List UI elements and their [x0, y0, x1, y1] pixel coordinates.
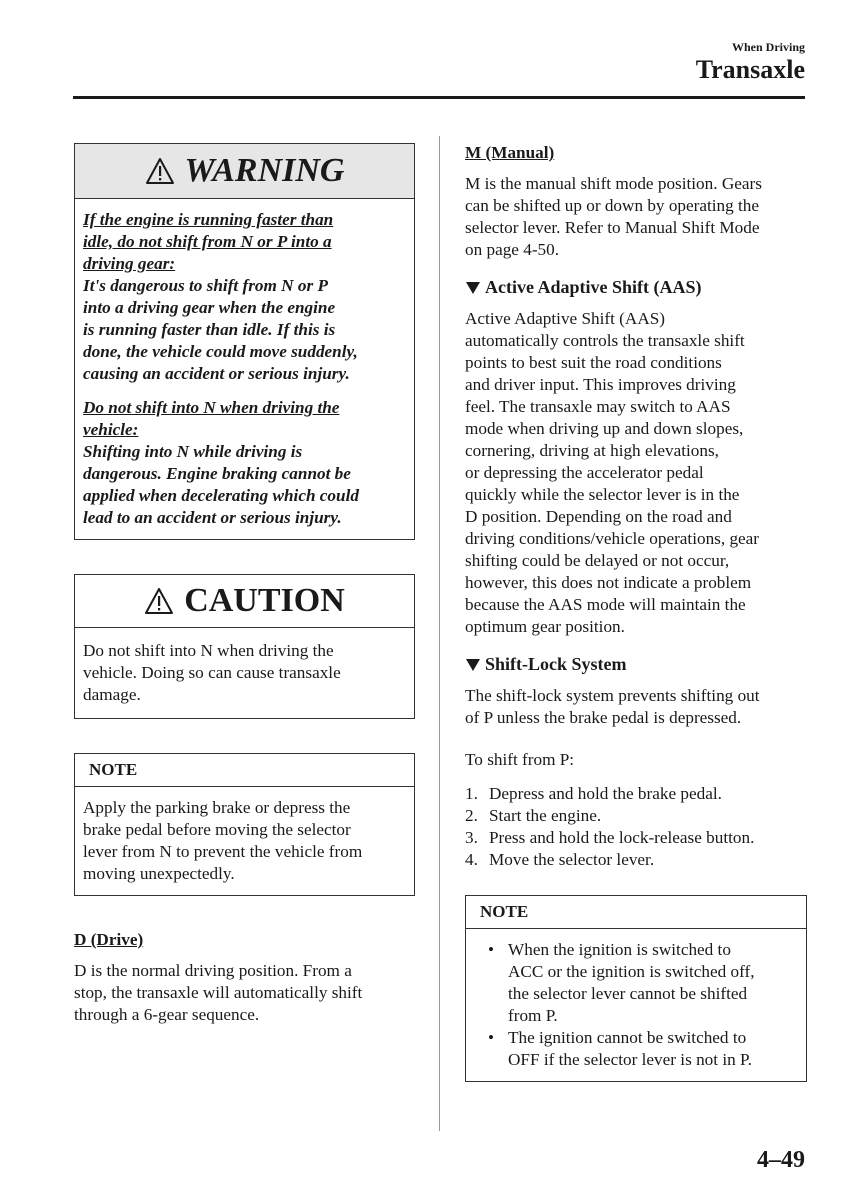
aas-heading: Active Adaptive Shift (AAS) [485, 277, 702, 297]
step-text: Move the selector lever. [489, 850, 655, 869]
aas-text-line: and driver input. This improves driving [465, 375, 736, 394]
step-number: 2. [465, 806, 478, 825]
shiftlock-text-line: The shift-lock system prevents shifting out [465, 686, 760, 705]
aas-text-line: automatically controls the transaxle shift [465, 331, 745, 350]
note-text-line: brake pedal before moving the selector [83, 820, 351, 839]
warning-heading-line: If the engine is running faster than [83, 210, 334, 229]
aas-text-line: however, this does not indicate a problem [465, 573, 752, 592]
aas-text-line: cornering, driving at high elevations, [465, 441, 719, 460]
caution-text-line: vehicle. Doing so can cause transaxle [83, 663, 341, 682]
column-divider [439, 136, 440, 1131]
caution-text-line: damage. [83, 685, 141, 704]
drive-text-line: stop, the transaxle will automatically shift [74, 983, 363, 1002]
caution-title: CAUTION [184, 582, 345, 619]
header-rule [73, 96, 805, 99]
triangle-down-icon [465, 658, 481, 672]
caution-body [75, 628, 414, 718]
manual-text-line: on page 4-50. [465, 240, 560, 259]
bullet-text-line: The ignition cannot be switched to [508, 1028, 747, 1047]
note-bullets [474, 939, 798, 1071]
aas-text-line: D position. Depending on the road and [465, 507, 732, 526]
note-title: NOTE [466, 896, 806, 929]
manual-text-line: selector lever. Refer to Manual Shift Mode [465, 218, 760, 237]
warning-text-line: It's dangerous to shift from N or P [83, 276, 328, 295]
warning-body [75, 199, 414, 539]
list-item [474, 939, 798, 1027]
bullet-text-line: from P. [508, 1006, 558, 1025]
list-item [465, 805, 807, 827]
aas-text-line: feel. The transaxle may switch to AAS [465, 397, 731, 416]
warning-text-line: done, the vehicle could move suddenly, [83, 342, 358, 361]
triangle-down-icon [465, 281, 481, 295]
warning-text-line: into a driving gear when the engine [83, 298, 336, 317]
aas-text-line: Active Adaptive Shift (AAS) [465, 309, 666, 328]
warning-heading-line: Do not shift into N when driving the [83, 398, 340, 417]
warning-text-line: is running faster than idle. If this is [83, 320, 336, 339]
caution-box [74, 574, 415, 719]
drive-section [74, 930, 415, 1026]
note-text-line: lever from N to prevent the vehicle from [83, 842, 363, 861]
bullet-icon: • [487, 1028, 495, 1047]
aas-text-line: optimum gear position. [465, 617, 625, 636]
warning-text-line: Shifting into N while driving is [83, 442, 303, 461]
note-text-line: Apply the parking brake or depress the [83, 798, 351, 817]
manual-section [465, 143, 807, 261]
aas-text-line: because the AAS mode will maintain the [465, 595, 746, 614]
shiftlock-heading-row [465, 654, 807, 675]
warning-heading-line: idle, do not shift from N or P into a [83, 232, 332, 251]
list-item [474, 1027, 798, 1071]
warning-header [75, 144, 414, 199]
warning-text-line: lead to an accident or serious injury. [83, 508, 342, 527]
shiftlock-text-line: of P unless the brake pedal is depressed. [465, 708, 742, 727]
shiftlock-steps [465, 783, 807, 871]
note-box [74, 753, 415, 896]
warning-title: WARNING [184, 152, 345, 189]
manual-text-line: can be shifted up or down by operating the [465, 196, 760, 215]
aas-text-line: mode when driving up and down slopes, [465, 419, 744, 438]
bullet-text-line: the selector lever cannot be shifted [508, 984, 748, 1003]
aas-heading-row [465, 277, 807, 298]
step-text: Depress and hold the brake pedal. [489, 784, 722, 803]
aas-text-line: quickly while the selector lever is in the [465, 485, 740, 504]
warning-text-line: dangerous. Engine braking cannot be [83, 464, 351, 483]
aas-text-line: points to best suit the road conditions [465, 353, 722, 372]
list-item [465, 827, 807, 849]
drive-heading: D (Drive) [74, 930, 144, 949]
aas-section [465, 277, 807, 638]
drive-text-line: through a 6-gear sequence. [74, 1005, 260, 1024]
note-body [466, 929, 806, 1081]
right-column [465, 143, 807, 1082]
warning-box [74, 143, 415, 540]
bullet-text-line: ACC or the ignition is switched off, [508, 962, 755, 981]
aas-text-line: or depressing the accelerator pedal [465, 463, 704, 482]
manual-heading: M (Manual) [465, 143, 555, 162]
step-number: 4. [465, 850, 478, 869]
warning-text-line: causing an accident or serious injury. [83, 364, 350, 383]
warning-heading-line: vehicle: [83, 420, 139, 439]
shiftlock-intro: To shift from P: [465, 750, 575, 769]
shiftlock-heading: Shift-Lock System [485, 654, 627, 674]
note-body [75, 787, 414, 895]
warning-text-line: applied when decelerating which could [83, 486, 359, 505]
warning-heading-line: driving gear: [83, 254, 176, 273]
note-box [465, 895, 807, 1082]
caution-text-line: Do not shift into N when driving the [83, 641, 334, 660]
aas-text-line: driving conditions/vehicle operations, gear [465, 529, 760, 548]
note-text-line: moving unexpectedly. [83, 864, 235, 883]
bullet-icon: • [487, 940, 495, 959]
warning-triangle-icon [144, 587, 174, 615]
running-header-section: When Driving [731, 40, 805, 54]
step-text: Press and hold the lock-release button. [489, 828, 755, 847]
list-item [465, 849, 807, 871]
warning-triangle-icon [145, 157, 175, 185]
page-number: 4–49 [757, 1147, 805, 1173]
manual-text-line: M is the manual shift mode position. Gears [465, 174, 762, 193]
step-number: 1. [465, 784, 478, 803]
left-column [74, 143, 415, 1026]
drive-text-line: D is the normal driving position. From a [74, 961, 352, 980]
caution-header [75, 575, 414, 628]
page-title: Transaxle [695, 55, 805, 84]
bullet-text-line: When the ignition is switched to [508, 940, 731, 959]
step-text: Start the engine. [489, 806, 602, 825]
list-item [465, 783, 807, 805]
bullet-text-line: OFF if the selector lever is not in P. [508, 1050, 752, 1069]
shiftlock-section [465, 654, 807, 871]
step-number: 3. [465, 828, 478, 847]
aas-text-line: shifting could be delayed or not occur, [465, 551, 730, 570]
note-title: NOTE [75, 754, 414, 787]
